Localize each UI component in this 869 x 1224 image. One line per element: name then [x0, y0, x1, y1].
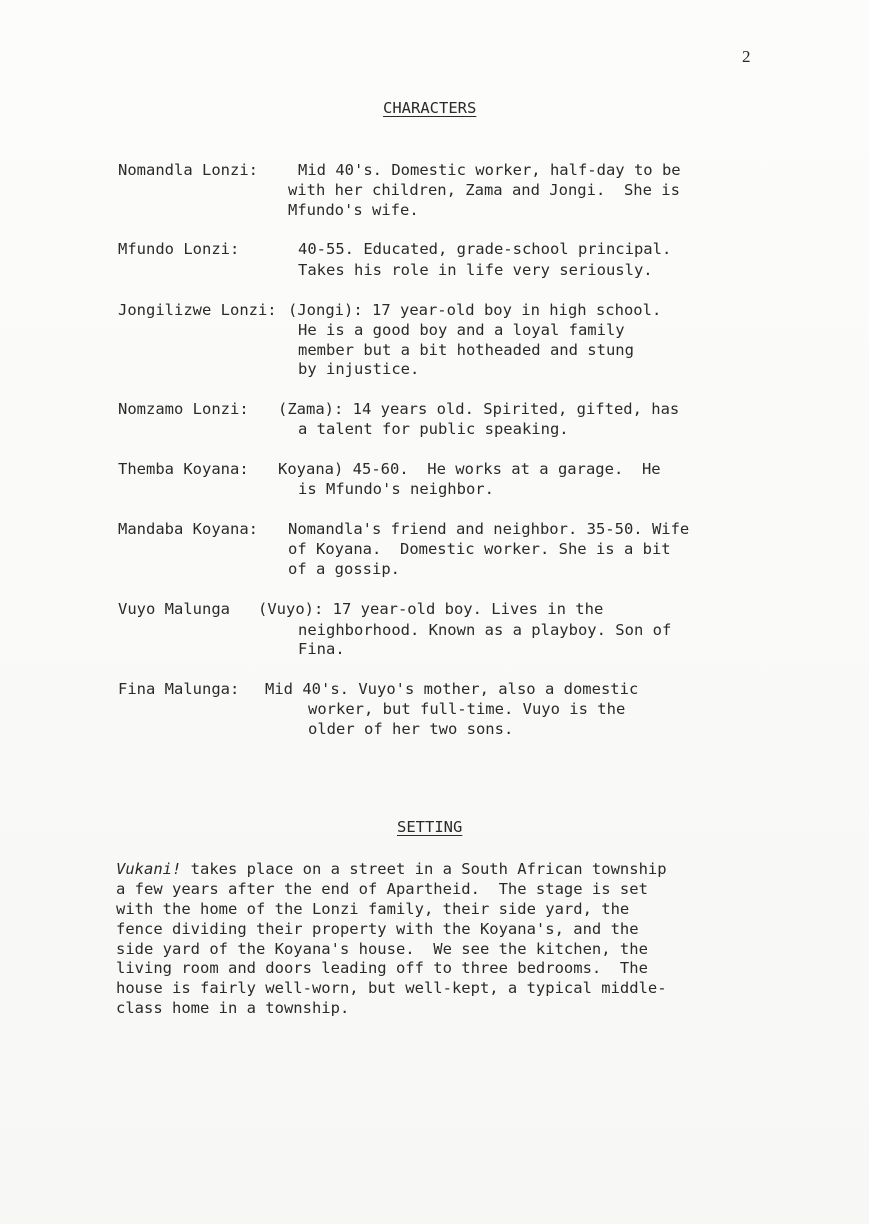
character-description-line: neighborhood. Known as a playboy. Son of: [298, 621, 672, 639]
character-description-line: Mid 40's. Domestic worker, half-day to be: [298, 161, 681, 179]
character-name: Mfundo Lonzi:: [118, 240, 240, 258]
setting-paragraph-line: with the home of the Lonzi family, their side yard, the: [116, 900, 630, 918]
character-description-line: of Koyana. Domestic worker. She is a bit: [288, 540, 671, 558]
character-description-line: with her children, Zama and Jongi. She is: [288, 181, 680, 199]
character-description-line: (Jongi): 17 year-old boy in high school.: [288, 301, 662, 319]
character-description-line: worker, but full-time. Vuyo is the: [308, 700, 626, 718]
character-description-line: He is a good boy and a loyal family: [298, 321, 625, 339]
character-name: Nomzamo Lonzi:: [118, 400, 249, 418]
character-description-line: Mfundo's wife.: [288, 201, 419, 219]
setting-paragraph-line: a few years after the end of Apartheid. The stage is set: [116, 880, 648, 898]
character-description-line: older of her two sons.: [308, 720, 514, 738]
characters-heading: CHARACTERS: [383, 99, 477, 117]
character-description-line: 40-55. Educated, grade-school principal.: [298, 240, 672, 258]
character-description-line: is Mfundo's neighbor.: [298, 480, 494, 498]
setting-paragraph-line: class home in a township.: [116, 999, 350, 1017]
setting-paragraph-line: fence dividing their property with the Koyana's, and the: [116, 920, 639, 938]
setting-paragraph-line: side yard of the Koyana's house. We see the kitchen, the: [116, 940, 648, 958]
character-description-line: Koyana) 45-60. He works at a garage. He: [278, 460, 661, 478]
page-number: 2: [742, 47, 751, 66]
character-name: Jongilizwe Lonzi:: [118, 301, 277, 319]
character-name: Vuyo Malunga: [118, 600, 230, 618]
character-name: Themba Koyana:: [118, 460, 249, 478]
setting-text: takes place on a street in a South African township: [181, 860, 667, 878]
play-title: Vukani!: [116, 860, 182, 878]
character-description-line: Fina.: [298, 640, 345, 658]
character-description-line: by injustice.: [298, 360, 420, 378]
character-description-line: (Zama): 14 years old. Spirited, gifted, has: [278, 400, 680, 418]
setting-paragraph-line: [116, 859, 667, 879]
character-name: Mandaba Koyana:: [118, 520, 258, 538]
character-description-line: Mid 40's. Vuyo's mother, also a domestic: [265, 680, 639, 698]
character-name: Fina Malunga:: [118, 680, 240, 698]
setting-heading: SETTING: [397, 818, 463, 836]
character-description-line: Nomandla's friend and neighbor. 35-50. Wife: [288, 520, 690, 538]
setting-paragraph-line: house is fairly well-worn, but well-kept, a typical middle-: [116, 979, 667, 997]
character-name: Nomandla Lonzi:: [118, 161, 258, 179]
character-description-line: a talent for public speaking.: [298, 420, 569, 438]
character-description-line: (Vuyo): 17 year-old boy. Lives in the: [258, 600, 604, 618]
character-description-line: of a gossip.: [288, 560, 400, 578]
character-description-line: Takes his role in life very seriously.: [298, 261, 653, 279]
setting-paragraph-line: living room and doors leading off to three bedrooms. The: [116, 959, 648, 977]
character-description-line: member but a bit hotheaded and stung: [298, 341, 634, 359]
